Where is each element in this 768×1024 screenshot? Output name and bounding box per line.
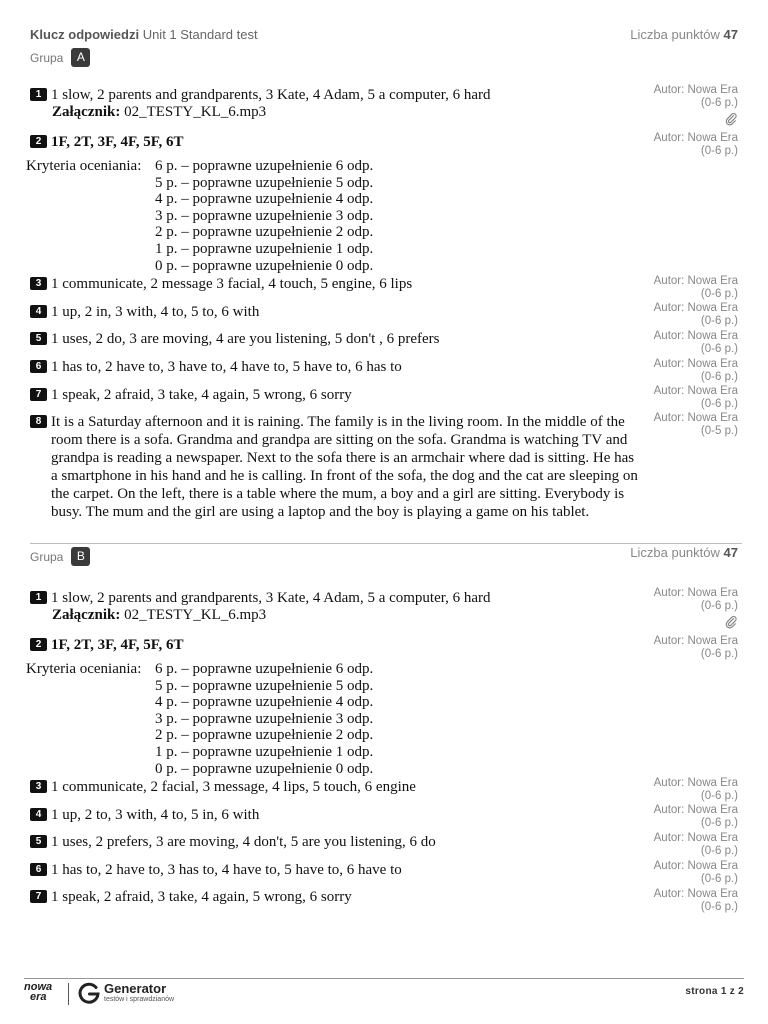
question-number: 6: [30, 863, 47, 876]
question-author: Autor: Nowa Era (0-6 p.): [653, 832, 738, 857]
document-title: Klucz odpowiedzi Unit 1 Standard test: [30, 27, 258, 42]
question-number: 2: [30, 638, 47, 651]
attachment[interactable]: Załącznik: 02_TESTY_KL_6.mp3: [52, 104, 267, 120]
group-b-header: Grupa B: [30, 547, 90, 566]
question-author: Autor: Nowa Era (0-6 p.): [653, 804, 738, 829]
question-1: 1 1 slow, 2 parents and grandparents, 3 Kate, 4 Adam, 5 a computer, 6 hard: [30, 86, 491, 104]
group-badge: A: [71, 48, 90, 67]
question-number: 5: [30, 835, 47, 848]
page-number: strona 1 z 2: [685, 986, 744, 997]
question-author: Autor: Nowa Era (0-6 p.): [653, 275, 738, 300]
logo-divider: [68, 983, 69, 1005]
question-number: 4: [30, 305, 47, 318]
question-6: 6 1 has to, 2 have to, 3 have to, 4 have to, 5 have to, 6 has to: [30, 358, 402, 376]
question-number: 3: [30, 277, 47, 290]
criteria-list: 6 p. – poprawne uzupełnienie 6 odp. 5 p. – poprawne uzupełnienie 5 odp. 4 p. – poprawne uzupełnienie 4 odp. 3 p. – poprawne uzupełnienie 3 odp. 2 p. – poprawne uzupełnienie 2 odp. 1 p. – poprawne uzupełnienie 1 odp. 0 p. – poprawne uzupełnienie 0 odp.: [155, 158, 374, 274]
question-number: 8: [30, 415, 47, 428]
question-author: Autor: Nowa Era (0-6 p.): [653, 587, 738, 612]
group-b-points: Liczba punktów 47: [630, 545, 738, 560]
question-number: 5: [30, 332, 47, 345]
question-author: Autor: Nowa Era (0-6 p.): [653, 84, 738, 109]
question-number: 4: [30, 808, 47, 821]
question-7: 7 1 speak, 2 afraid, 3 take, 4 again, 5 wrong, 6 sorry: [30, 888, 352, 906]
question-number: 7: [30, 890, 47, 903]
generator-logo-text: Generator testów i sprawdzianów: [104, 981, 175, 1003]
criteria-label: Kryteria oceniania:: [26, 158, 142, 174]
question-4: 4 1 up, 2 in, 3 with, 4 to, 5 to, 6 with: [30, 303, 259, 321]
question-author: Autor: Nowa Era (0-6 p.): [653, 888, 738, 913]
group-a-header: Grupa A: [30, 48, 90, 67]
question-author: Autor: Nowa Era (0-6 p.): [653, 132, 738, 157]
criteria-label: Kryteria oceniania:: [26, 661, 142, 677]
question-author: Autor: Nowa Era (0-6 p.): [653, 358, 738, 383]
nowa-era-logo: nowa era: [24, 981, 53, 1003]
question-author: Autor: Nowa Era (0-6 p.): [653, 860, 738, 885]
question-author: Autor: Nowa Era (0-6 p.): [653, 385, 738, 410]
question-number: 1: [30, 591, 47, 604]
footer-divider: [24, 978, 744, 979]
paperclip-icon[interactable]: [724, 112, 738, 126]
question-number: 1: [30, 88, 47, 101]
question-author: Autor: Nowa Era (0-6 p.): [653, 777, 738, 802]
generator-g-logo: [77, 981, 101, 1005]
attachment[interactable]: Załącznik: 02_TESTY_KL_6.mp3: [52, 607, 267, 623]
total-points: Liczba punktów 47: [630, 27, 738, 42]
question-1: 1 1 slow, 2 parents and grandparents, 3 Kate, 4 Adam, 5 a computer, 6 hard: [30, 589, 491, 607]
question-3: 3 1 communicate, 2 facial, 3 message, 4 lips, 5 touch, 6 engine: [30, 778, 416, 796]
question-2: 2 1F, 2T, 3F, 4F, 5F, 6T: [30, 636, 184, 654]
question-5: 5 1 uses, 2 prefers, 3 are moving, 4 don't, 5 are you listening, 6 do: [30, 833, 436, 851]
question-2: 2 1F, 2T, 3F, 4F, 5F, 6T: [30, 133, 184, 151]
group-badge: B: [71, 547, 90, 566]
question-author: Autor: Nowa Era (0-6 p.): [653, 635, 738, 660]
question-4: 4 1 up, 2 to, 3 with, 4 to, 5 in, 6 with: [30, 806, 259, 824]
question-author: Autor: Nowa Era (0-5 p.): [653, 412, 738, 437]
criteria-list: 6 p. – poprawne uzupełnienie 6 odp. 5 p. – poprawne uzupełnienie 5 odp. 4 p. – poprawne uzupełnienie 4 odp. 3 p. – poprawne uzupełnienie 3 odp. 2 p. – poprawne uzupełnienie 2 odp. 1 p. – poprawne uzupełnienie 1 odp. 0 p. – poprawne uzupełnienie 0 odp.: [155, 661, 374, 777]
paperclip-icon[interactable]: [724, 615, 738, 629]
question-5: 5 1 uses, 2 do, 3 are moving, 4 are you listening, 5 don't , 6 prefers: [30, 330, 439, 348]
group-separator: [30, 543, 742, 544]
question-8: 8 It is a Saturday afternoon and it is raining. The family is in the living room. In the middle of the room there is a sofa. Grandma and grandpa are sitting on the sofa. Grandma is watching TV and grandpa is reading a newspaper. Next to the sofa there is an armchair where dad is sitting. He has a smartphone in his hand and he is calling. In front of the sofa, the dog and the cat are sleeping on the carpet. On the left, there is a table where the mum, a boy and a girl are sitting. Everybody is busy. The mum and the girl are using a laptop and the boy is playing a game on his tablet.: [30, 413, 640, 521]
question-author: Autor: Nowa Era (0-6 p.): [653, 330, 738, 355]
question-number: 6: [30, 360, 47, 373]
question-author: Autor: Nowa Era (0-6 p.): [653, 302, 738, 327]
question-number: 3: [30, 780, 47, 793]
question-number: 2: [30, 135, 47, 148]
question-number: 7: [30, 388, 47, 401]
question-6: 6 1 has to, 2 have to, 3 has to, 4 have to, 5 have to, 6 have to: [30, 861, 402, 879]
question-3: 3 1 communicate, 2 message 3 facial, 4 touch, 5 engine, 6 lips: [30, 275, 412, 293]
question-7: 7 1 speak, 2 afraid, 3 take, 4 again, 5 wrong, 6 sorry: [30, 386, 352, 404]
